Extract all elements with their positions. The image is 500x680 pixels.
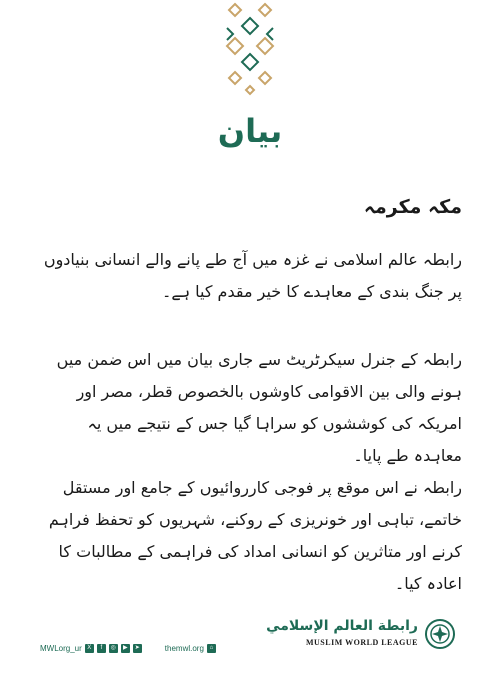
home-icon[interactable]: ⌂ [207, 644, 216, 653]
x-icon[interactable]: X [85, 644, 94, 653]
facebook-icon[interactable]: f [97, 644, 106, 653]
youtube-icon[interactable]: ▶ [121, 644, 130, 653]
logo-arabic: رابطة العالم الإسلامي [266, 618, 418, 634]
footer [0, 610, 500, 680]
paragraph-3: رابطہ نے اس موقع پر فوجی کارروائیوں کے جامع اور مستقل خاتمے، تباہی اور خونریزی کے روکنے، شہریوں کو تحفظ فراہم کرنے اور متاثرین کو انسانی امداد کی فراہمی کے مطالبات کا اعادہ کیا۔ [48, 478, 462, 593]
location-heading: مکہ مکرمہ [363, 196, 462, 218]
ornament-pattern-icon [219, 0, 281, 96]
page-title: بیان [217, 112, 283, 150]
paragraph-2: رابطہ کے جنرل سیکرٹریٹ سے جاری بیان میں اس ضمن میں ہونے والی بین الاقوامی کاوشوں بالخصوص قطر، مصر اور امریکہ کی کوششوں کو سراہا گیا جس کے نتیجے میں یہ معاہدہ طے پایا۔ [56, 350, 462, 465]
telegram-icon[interactable]: ➤ [134, 645, 140, 651]
logo [266, 618, 418, 647]
social-handle[interactable]: MWLorg_ur [40, 644, 82, 653]
logo-english: MUSLIM WORLD LEAGUE [305, 638, 418, 647]
paragraph-1: رابطہ عالم اسلامی نے غزہ میں آج طے پانے والے انسانی بنیادوں پر جنگ بندی کے معاہدے کا خیر مقدم کیا ہے۔ [43, 250, 462, 301]
website-link[interactable]: themwl.org [164, 644, 204, 653]
social-links [40, 644, 216, 653]
mwl-emblem-icon [424, 618, 456, 650]
instagram-icon[interactable]: ◎ [110, 645, 116, 651]
